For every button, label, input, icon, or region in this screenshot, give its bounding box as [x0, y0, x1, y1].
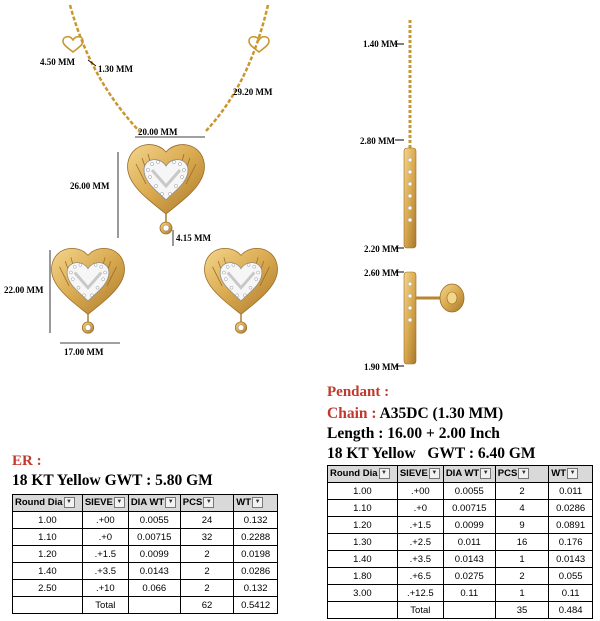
table-row: 1.30 .+2.5 0.011 16 0.176	[328, 534, 593, 551]
filter-icon[interactable]: ▼	[252, 497, 263, 508]
table-row: 1.40 .+3.5 0.0143 2 0.0286	[13, 563, 278, 580]
filter-icon[interactable]: ▼	[203, 497, 214, 508]
side-bottom-label: 2.20 MM	[364, 244, 399, 254]
pendant-header-dia-wt[interactable]: DIA WT ▼	[443, 466, 495, 483]
bail-size-label: 4.50 MM	[40, 57, 75, 67]
pendant-total-row: Total 35 0.484	[328, 602, 593, 619]
earring-side-top-label: 2.60 MM	[364, 268, 399, 278]
filter-icon[interactable]: ▼	[64, 497, 75, 508]
table-row: 1.00 .+00 0.0055 2 0.011	[328, 483, 593, 500]
table-row: 1.20 .+1.5 0.0099 9 0.0891	[328, 517, 593, 534]
chain-width-label: 1.30 MM	[98, 64, 133, 74]
filter-icon[interactable]: ▼	[165, 497, 176, 508]
side-pendant-label: 2.80 MM	[360, 136, 395, 146]
earring-side-bottom-label: 1.90 MM	[364, 362, 399, 372]
filter-icon[interactable]: ▼	[480, 468, 491, 479]
pendant-diamond-table	[327, 465, 593, 619]
er-header-sieve[interactable]: SIEVE ▼	[82, 495, 128, 512]
filter-icon[interactable]: ▼	[567, 468, 578, 479]
er-table-header	[13, 495, 278, 512]
table-row: 1.00 .+00 0.0055 24 0.132	[13, 512, 278, 529]
filter-icon[interactable]: ▼	[114, 497, 125, 508]
table-row: 1.10 .+0 0.00715 32 0.2288	[13, 529, 278, 546]
filter-icon[interactable]: ▼	[429, 468, 440, 479]
pendant-height-label: 26.00 MM	[70, 181, 110, 191]
er-header-dia-wt[interactable]: DIA WT ▼	[128, 495, 180, 512]
pendant-header-pcs[interactable]: PCS ▼	[495, 466, 549, 483]
er-header-round-dia[interactable]: Round Dia ▼	[13, 495, 83, 512]
er-title: ER :	[12, 453, 42, 469]
pendant-header-wt[interactable]: WT ▼	[549, 466, 593, 483]
earring-width-label: 17.00 MM	[64, 347, 104, 357]
table-row: 1.80 .+6.5 0.0275 2 0.055	[328, 568, 593, 585]
pendant-title: Pendant :	[327, 384, 390, 400]
earring-height-label: 22.00 MM	[4, 285, 44, 295]
er-gwt: 18 KT Yellow GWT : 5.80 GM	[12, 472, 213, 489]
er-header-pcs[interactable]: PCS ▼	[180, 495, 234, 512]
filter-icon[interactable]: ▼	[379, 468, 390, 479]
pendant-header-sieve[interactable]: SIEVE ▼	[397, 466, 443, 483]
table-row: 3.00 .+12.5 0.11 1 0.11	[328, 585, 593, 602]
pendant-length: Length : 16.00 + 2.00 Inch	[327, 425, 500, 442]
table-row: 2.50 .+10 0.066 2 0.132	[13, 580, 278, 597]
pendant-table-header	[328, 466, 593, 483]
chain-drop-label: 29.20 MM	[233, 87, 273, 97]
table-row: 1.20 .+1.5 0.0099 2 0.0198	[13, 546, 278, 563]
table-row: 1.40 .+3.5 0.0143 1 0.0143	[328, 551, 593, 568]
chain-value: A35DC (1.30 MM)	[379, 405, 504, 422]
pendant-gwt: 18 KT Yellow GWT : 6.40 GM	[327, 445, 536, 462]
chain-label: Chain :	[327, 405, 377, 422]
er-diamond-table	[12, 494, 278, 614]
er-header-wt[interactable]: WT ▼	[234, 495, 278, 512]
pendant-header-round-dia[interactable]: Round Dia ▼	[328, 466, 398, 483]
pendant-width-label: 20.00 MM	[138, 127, 178, 137]
drop-size-label: 4.15 MM	[176, 233, 211, 243]
er-total-row: Total 62 0.5412	[13, 597, 278, 614]
side-chain-label: 1.40 MM	[363, 39, 398, 49]
table-row: 1.10 .+0 0.00715 4 0.0286	[328, 500, 593, 517]
pendant-chain	[327, 405, 503, 423]
filter-icon[interactable]: ▼	[518, 468, 529, 479]
